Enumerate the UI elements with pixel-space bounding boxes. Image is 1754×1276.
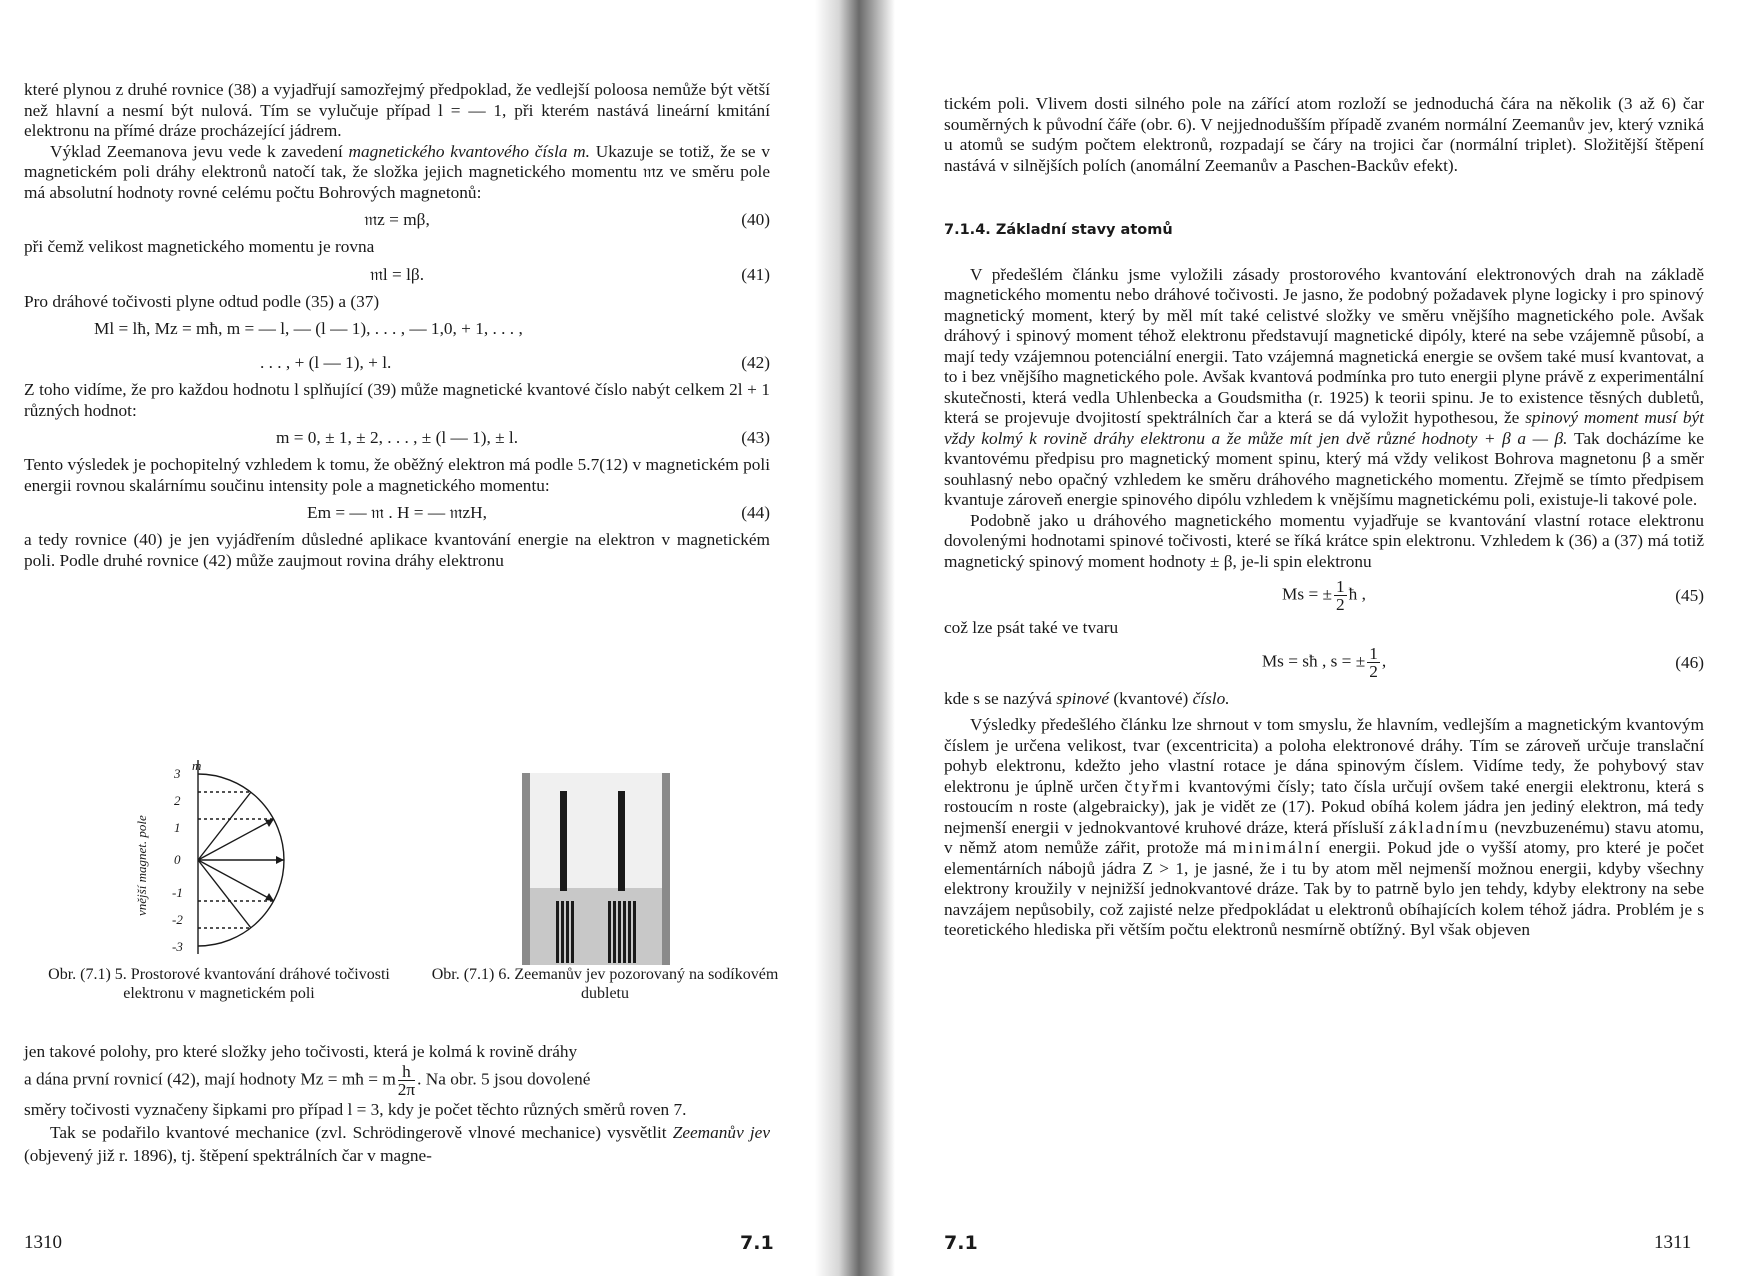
tick-label: 3 — [174, 766, 181, 781]
paragraph: a tedy rovnice (40) je jen vyjádřením důsledné aplikace kvantování energie na elektron v magnetickém poli. Podle druhé rovnice (42) může zaujmout rovina dráhy elektronu — [24, 530, 770, 570]
figure-5-caption: Obr. (7.1) 5. Prostorové kvantování dráhové točivosti elektronu v magnetickém poli — [48, 966, 390, 1002]
paragraph: které plynou z druhé rovnice (38) a vyjadřují samozřejmý předpoklad, že vedlejší poloosa nemůže být větší než hlavní a nesmí být nulová. Tím se vylučuje případ l = — 1, při kterém nastává lineární kmitání elektronu na přímé dráze procházející jádrem. — [24, 80, 770, 140]
paragraph: Tak se podařilo kvantové mechanice (zvl. Schrödingerově vlnové mechanice) vysvětlit Zeemanův jev (objevený již r. 1896), tj. štěpení spektrálních čar v magne- — [24, 1123, 770, 1165]
paragraph: a dána první rovnicí (42), mají hodnoty Mz = mħ = m $\frac{h}{2\pi}$ . Na obr. 5 jsou dovolené — [24, 1062, 591, 1099]
equation-45: Ms = ± $\frac{1}{2}$ ħ , (45) — [1282, 577, 1704, 614]
equation-42a: Ml = lħ, Mz = mħ, m = — l, — (l — 1), . . . , — 1,0, + 1, . . . , — [94, 319, 523, 338]
tick-label: -3 — [172, 939, 183, 954]
page-number-right: 1311 — [1654, 1232, 1692, 1253]
equation-46: Ms = sħ , s = ± $\frac{1}{2}$ , (46) — [1261, 643, 1704, 681]
paragraph: Z toho vidíme, že pro každou hodnotu l splňující (39) může magnetické kvantové číslo nabýt celkem 2l + 1 různých hodnot: — [24, 380, 770, 420]
equation-41: 𝔪l = lβ. (41) — [369, 264, 770, 284]
left-page — [0, 0, 830, 1276]
figure-5-diagram — [128, 752, 328, 960]
right-page — [880, 0, 1754, 1276]
tick-label: 2 — [174, 793, 181, 808]
page-number-left: 1310 — [24, 1232, 62, 1253]
paragraph: Výklad Zeemanova jevu vede k zavedení magnetického kvantového čísla m. Ukazuje se totiž, že se v magnetickém poli dráhy elektronů natočí tak, že složka jejich magnetického momentu 𝔪z ve směru pole má absolutní hodnoty rovné celému počtu Bohrových magnetonů: — [24, 141, 770, 202]
tick-label: -2 — [172, 912, 183, 927]
paragraph: Podobně jako u dráhového magnetického momentu vyjadřuje se kvantování vlastní rotace elektronu dovolenými hodnotami spinové točivosti, které se říká krátce spin elektronu. Vzhledem k (36) a (37) má totiž magnetický spinový moment hodnoty ± β, je-li spin elektronu — [944, 510, 1704, 571]
section-number-right: 7.1 — [944, 1232, 978, 1254]
right-text-block — [944, 94, 1704, 941]
paragraph: Výsledky předešlého článku lze shrnout v tom smyslu, že hlavním, vedlejším a magnetickým kvantovým číslem je určena velikost, tvar (excentricita) a poloha elektronové dráhy. Tím se zároveň určuje translační pohyb elektronu, kdežto jeho vlastní rotace je dána spinovým číslem. Vidíme tedy, že pohybový stav elektronu je úplně určen čtyřmi kvantovými čísly; tato čísla určují ovšem také energii elektronu, která s rostoucím n roste (algebraicky), jak je vidět ze (17). Pokud obíhá kolem jádra jen jediný elektron, má tedy nejmenší energii v jednokvantové kruhové dráze, která přísluší základnímu (nevzbuzenému) stavu atomu, v němž atom nemůže zářit, protože má minimální energii. Pokud jde o vyšší atomy, pro které je počet elementárních nábojů jádra Z > 1, je jasné, že i tu by atom měl nejmenší možnou energii, kdyby všechny elektrony kroužily v nejnižší jednokvantové dráze. Tak by to patrně bylo jen tehdy, kdyby elektrony na sebe navzájem nepůsobily, což zajisté nelze předpokládat u elektronů obíhajících kolem téhož jádra. Problém je s teoretického hlediska při větším počtu elektronů nesmírně obtížný. Byl však objeven — [944, 715, 1705, 939]
equation-44: Em = — 𝔪 . H = — 𝔪zH, (44) — [307, 503, 770, 522]
figure-6-caption: Obr. (7.1) 6. Zeemanův jev pozorovaný na sodíkovém dubletu — [431, 966, 779, 1002]
paragraph: Pro dráhové točivosti plyne odtud podle (35) a (37) — [24, 291, 380, 311]
fraction: $\frac{1}{2}$ — [1336, 577, 1345, 614]
paragraph: V předešlém článku jsme vyložili zásady prostorového kvantování elektronových drah na základě magnetického momentu nebo dráhové točivosti. Je jasno, že podobný požadavek plyne logicky i pro spinový magnetický moment, který by měl mít také celistvé složky ve směru vnějšího magnetického pole. Avšak dráhový i spinový moment téhož elektronu představují magnetické dipóly, které na sebe vzájemně působí, a mají tedy vzájemnou potenciální energii. Tato vzájemná magnetická energie se ovšem také musí kvantovat, a to i bez vnějšího magnetického pole. Avšak kvantová podmínka pro tuto energii plyne právě z experimentální skutečnosti, která vedla Uhlenbecka a Goudsmitha (r. 1925) k teorii spinu. Je to existence těsných dubletů, která se projevuje dvojitostí spektrálních čar a která se dá vyložit hypothesou, že spinový moment musí být vždy kolmý k rovině dráhy elektronu a že může mít jen dvě různé hodnoty + β a — β. Tak docházíme ke kvantovému předpisu pro magnetický moment spinu, který má vždy velikost Bohrova magnetonu β a směr souhlasný nebo opačný vzhledem ke směru dráhového magnetického momentu. Zřejmě se tímto předpisem kvantuje zároveň energie spinového dipólu vzhledem k vnějšímu magnetickému poli, existuje-li takové pole. — [944, 264, 1704, 509]
paragraph: při čemž velikost magnetického momentu je rovna — [24, 237, 375, 256]
paragraph: Tento výsledek je pochopitelný vzhledem k tomu, že oběžný elektron má podle 5.7(12) v magnetickém poli energii rovnou skalárnímu součinu intensity pole a magnetického momentu: — [24, 455, 770, 495]
tick-label: -1 — [172, 885, 183, 900]
paragraph: což lze psát také ve tvaru — [944, 618, 1119, 637]
tick-label: 1 — [174, 820, 181, 835]
fraction: $\frac{h}{2\pi}$ — [397, 1062, 416, 1099]
left-text-block — [24, 80, 770, 571]
equation-42b: . . . , + (l — 1), + l. (42) — [260, 353, 770, 372]
fraction: $\frac{1}{2}$ — [1369, 643, 1378, 681]
equation-40: 𝔪z = mβ, (40) — [364, 210, 770, 229]
paragraph: jen takové polohy, pro které složky jeho točivosti, která je kolmá k rovině dráhy — [24, 1042, 578, 1061]
paragraph: tickém poli. Vlivem dosti silného pole na zářící atom rozloží se jednoduchá čára na několik (3 až 6) čar souměrných k původní čáře (obr. 6). V nejjednodušším případě zvaném normální Zeemanův jev, který vzniká u atomů se sudým počtem elektronů, rozpadají se čáry na trojici čar (normální triplet). Složitější štěpení nastává v silnějších polích (anomální Zeemanův a Paschen-Backův efekt). — [944, 94, 1704, 175]
section-number-left: 7.1 — [740, 1232, 774, 1254]
figure-5-axis-label: vnější magnet. pole — [134, 815, 149, 916]
paragraph: kde s se nazývá spinové (kvantové) číslo. — [944, 688, 1230, 708]
equation-43: m = 0, ± 1, ± 2, . . . , ± (l — 1), ± l. (43) — [275, 428, 770, 447]
figure-6-spectrum-photo — [522, 773, 670, 965]
paragraph: směry točivosti vyznačeny šipkami pro případ l = 3, kdy je počet těchto různých směrů roven 7. — [24, 1100, 687, 1119]
figure-5-axis-top-label: m — [192, 758, 202, 773]
left-text-after-figures — [24, 1040, 770, 1167]
tick-label: 0 — [174, 852, 181, 867]
section-heading: 7.1.4. Základní stavy atomů — [944, 222, 1173, 238]
